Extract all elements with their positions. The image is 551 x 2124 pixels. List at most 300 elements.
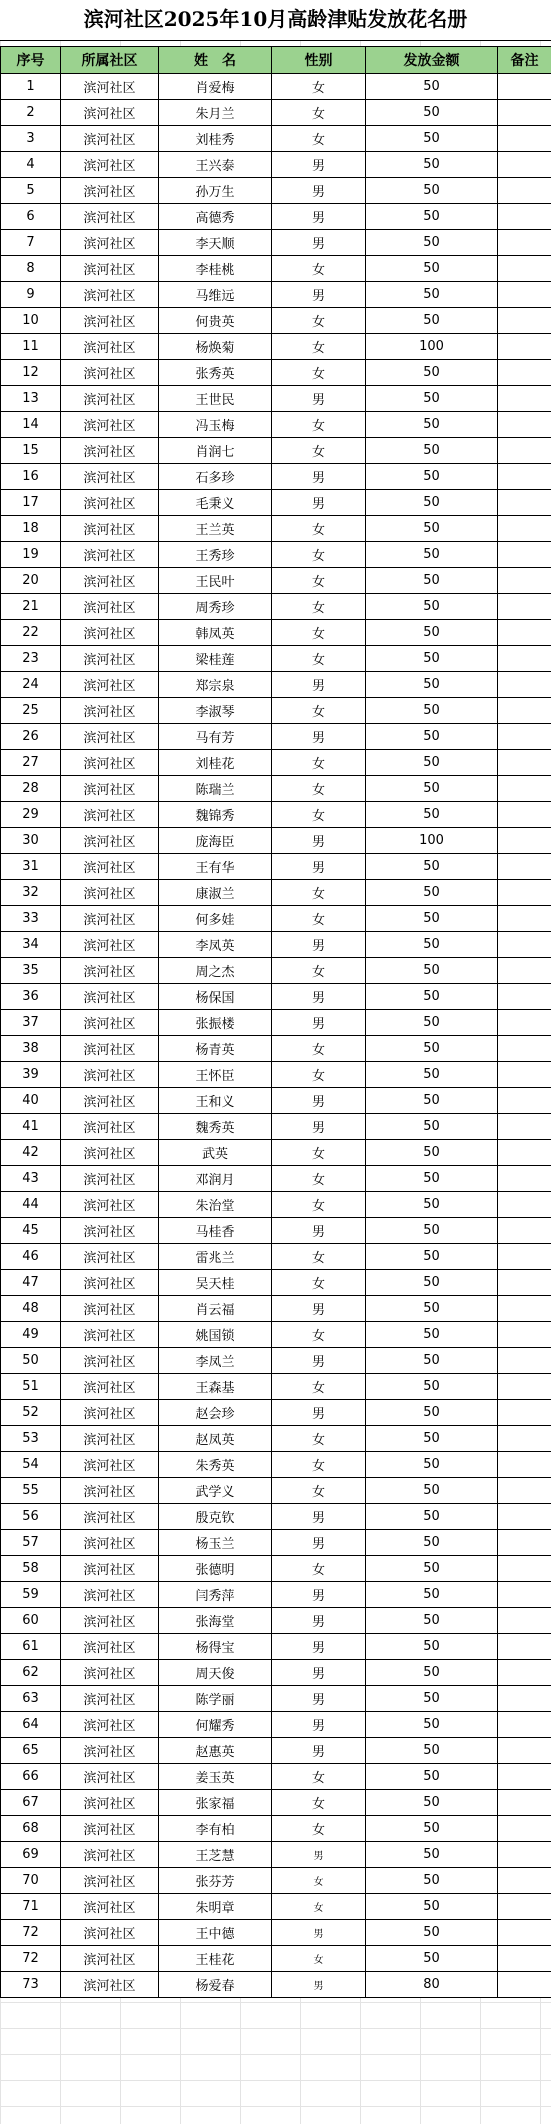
cell-gender[interactable]: 女: [272, 412, 366, 438]
cell-amount[interactable]: 50: [366, 308, 498, 334]
cell-gender[interactable]: 女: [272, 1166, 366, 1192]
cell-seq[interactable]: 73: [1, 1972, 61, 1998]
cell-community[interactable]: 滨河社区: [61, 386, 159, 412]
cell-remark[interactable]: [498, 1322, 551, 1348]
cell-remark[interactable]: [498, 126, 551, 152]
cell-amount[interactable]: 50: [366, 1634, 498, 1660]
cell-amount[interactable]: 50: [366, 1816, 498, 1842]
cell-community[interactable]: 滨河社区: [61, 74, 159, 100]
cell-gender[interactable]: 男: [272, 1088, 366, 1114]
cell-seq[interactable]: 71: [1, 1894, 61, 1920]
cell-remark[interactable]: [498, 1634, 551, 1660]
cell-name[interactable]: 王桂花: [159, 1946, 272, 1972]
cell-seq[interactable]: 48: [1, 1296, 61, 1322]
cell-amount[interactable]: 50: [366, 1686, 498, 1712]
cell-gender[interactable]: 男: [272, 386, 366, 412]
header-community[interactable]: 所属社区: [61, 47, 159, 74]
cell-remark[interactable]: [498, 1140, 551, 1166]
cell-name[interactable]: 李淑琴: [159, 698, 272, 724]
cell-gender[interactable]: 女: [272, 1478, 366, 1504]
cell-gender[interactable]: 女: [272, 880, 366, 906]
cell-gender[interactable]: 女: [272, 74, 366, 100]
cell-amount[interactable]: 50: [366, 1218, 498, 1244]
cell-gender[interactable]: 女: [272, 1322, 366, 1348]
cell-name[interactable]: 康淑兰: [159, 880, 272, 906]
cell-name[interactable]: 李凤兰: [159, 1348, 272, 1374]
cell-gender[interactable]: 男: [272, 464, 366, 490]
cell-gender[interactable]: 女: [272, 1816, 366, 1842]
cell-remark[interactable]: [498, 1244, 551, 1270]
cell-gender[interactable]: 女: [272, 698, 366, 724]
cell-seq[interactable]: 11: [1, 334, 61, 360]
cell-amount[interactable]: 50: [366, 1166, 498, 1192]
cell-amount[interactable]: 100: [366, 334, 498, 360]
cell-remark[interactable]: [498, 178, 551, 204]
cell-community[interactable]: 滨河社区: [61, 178, 159, 204]
cell-amount[interactable]: 50: [366, 1088, 498, 1114]
cell-remark[interactable]: [498, 100, 551, 126]
cell-seq[interactable]: 68: [1, 1816, 61, 1842]
cell-name[interactable]: 张德明: [159, 1556, 272, 1582]
cell-remark[interactable]: [498, 880, 551, 906]
cell-seq[interactable]: 38: [1, 1036, 61, 1062]
cell-gender[interactable]: 男: [272, 1348, 366, 1374]
cell-amount[interactable]: 50: [366, 594, 498, 620]
cell-gender[interactable]: 男: [272, 932, 366, 958]
cell-remark[interactable]: [498, 1166, 551, 1192]
cell-community[interactable]: 滨河社区: [61, 880, 159, 906]
cell-remark[interactable]: [498, 1062, 551, 1088]
cell-amount[interactable]: 50: [366, 1764, 498, 1790]
cell-name[interactable]: 肖云福: [159, 1296, 272, 1322]
cell-remark[interactable]: [498, 958, 551, 984]
cell-amount[interactable]: 50: [366, 958, 498, 984]
cell-community[interactable]: 滨河社区: [61, 1738, 159, 1764]
cell-name[interactable]: 王和义: [159, 1088, 272, 1114]
cell-seq[interactable]: 2: [1, 100, 61, 126]
cell-remark[interactable]: [498, 1972, 551, 1998]
cell-amount[interactable]: 50: [366, 1920, 498, 1946]
cell-remark[interactable]: [498, 1686, 551, 1712]
cell-amount[interactable]: 50: [366, 178, 498, 204]
cell-name[interactable]: 陈瑞兰: [159, 776, 272, 802]
cell-seq[interactable]: 19: [1, 542, 61, 568]
cell-name[interactable]: 李桂桃: [159, 256, 272, 282]
cell-remark[interactable]: [498, 984, 551, 1010]
cell-gender[interactable]: 女: [272, 334, 366, 360]
cell-gender[interactable]: 男: [272, 672, 366, 698]
cell-amount[interactable]: 50: [366, 256, 498, 282]
cell-remark[interactable]: [498, 1426, 551, 1452]
cell-gender[interactable]: 女: [272, 1894, 366, 1920]
cell-gender[interactable]: 男: [272, 1712, 366, 1738]
cell-remark[interactable]: [498, 1530, 551, 1556]
cell-amount[interactable]: 50: [366, 1608, 498, 1634]
cell-name[interactable]: 肖爱梅: [159, 74, 272, 100]
cell-amount[interactable]: 50: [366, 360, 498, 386]
cell-remark[interactable]: [498, 1946, 551, 1972]
cell-name[interactable]: 杨青英: [159, 1036, 272, 1062]
cell-remark[interactable]: [498, 1296, 551, 1322]
cell-remark[interactable]: [498, 360, 551, 386]
cell-remark[interactable]: [498, 1452, 551, 1478]
cell-seq[interactable]: 34: [1, 932, 61, 958]
cell-seq[interactable]: 66: [1, 1764, 61, 1790]
cell-name[interactable]: 李凤英: [159, 932, 272, 958]
cell-seq[interactable]: 40: [1, 1088, 61, 1114]
cell-community[interactable]: 滨河社区: [61, 1062, 159, 1088]
cell-remark[interactable]: [498, 568, 551, 594]
cell-community[interactable]: 滨河社区: [61, 1972, 159, 1998]
cell-community[interactable]: 滨河社区: [61, 1348, 159, 1374]
cell-name[interactable]: 杨保国: [159, 984, 272, 1010]
cell-community[interactable]: 滨河社区: [61, 1582, 159, 1608]
cell-community[interactable]: 滨河社区: [61, 1374, 159, 1400]
cell-community[interactable]: 滨河社区: [61, 828, 159, 854]
cell-amount[interactable]: 50: [366, 880, 498, 906]
cell-community[interactable]: 滨河社区: [61, 1764, 159, 1790]
cell-community[interactable]: 滨河社区: [61, 1868, 159, 1894]
cell-gender[interactable]: 男: [272, 1660, 366, 1686]
cell-gender[interactable]: 男: [272, 1582, 366, 1608]
cell-name[interactable]: 王有华: [159, 854, 272, 880]
cell-gender[interactable]: 女: [272, 1244, 366, 1270]
cell-amount[interactable]: 50: [366, 126, 498, 152]
cell-name[interactable]: 周天俊: [159, 1660, 272, 1686]
cell-amount[interactable]: 50: [366, 282, 498, 308]
cell-gender[interactable]: 男: [272, 1296, 366, 1322]
cell-seq[interactable]: 67: [1, 1790, 61, 1816]
cell-seq[interactable]: 46: [1, 1244, 61, 1270]
cell-amount[interactable]: 50: [366, 1062, 498, 1088]
cell-remark[interactable]: [498, 724, 551, 750]
cell-name[interactable]: 魏锦秀: [159, 802, 272, 828]
cell-remark[interactable]: [498, 1608, 551, 1634]
cell-remark[interactable]: [498, 1374, 551, 1400]
cell-community[interactable]: 滨河社区: [61, 1296, 159, 1322]
cell-remark[interactable]: [498, 1920, 551, 1946]
cell-remark[interactable]: [498, 750, 551, 776]
cell-gender[interactable]: 男: [272, 984, 366, 1010]
cell-seq[interactable]: 13: [1, 386, 61, 412]
cell-gender[interactable]: 女: [272, 776, 366, 802]
cell-name[interactable]: 杨焕菊: [159, 334, 272, 360]
cell-remark[interactable]: [498, 1660, 551, 1686]
cell-remark[interactable]: [498, 282, 551, 308]
cell-community[interactable]: 滨河社区: [61, 1530, 159, 1556]
cell-name[interactable]: 石多珍: [159, 464, 272, 490]
cell-amount[interactable]: 50: [366, 984, 498, 1010]
cell-amount[interactable]: 50: [366, 1270, 498, 1296]
cell-gender[interactable]: 女: [272, 1426, 366, 1452]
cell-community[interactable]: 滨河社区: [61, 308, 159, 334]
cell-gender[interactable]: 男: [272, 854, 366, 880]
cell-seq[interactable]: 55: [1, 1478, 61, 1504]
cell-community[interactable]: 滨河社区: [61, 1140, 159, 1166]
cell-community[interactable]: 滨河社区: [61, 126, 159, 152]
cell-amount[interactable]: 50: [366, 1244, 498, 1270]
cell-gender[interactable]: 女: [272, 1556, 366, 1582]
cell-name[interactable]: 张芬芳: [159, 1868, 272, 1894]
cell-seq[interactable]: 60: [1, 1608, 61, 1634]
cell-seq[interactable]: 72: [1, 1946, 61, 1972]
cell-community[interactable]: 滨河社区: [61, 334, 159, 360]
cell-gender[interactable]: 女: [272, 438, 366, 464]
cell-gender[interactable]: 女: [272, 568, 366, 594]
cell-gender[interactable]: 女: [272, 1270, 366, 1296]
cell-gender[interactable]: 男: [272, 724, 366, 750]
cell-name[interactable]: 朱治堂: [159, 1192, 272, 1218]
cell-community[interactable]: 滨河社区: [61, 932, 159, 958]
cell-remark[interactable]: [498, 1582, 551, 1608]
cell-community[interactable]: 滨河社区: [61, 1114, 159, 1140]
cell-remark[interactable]: [498, 1088, 551, 1114]
cell-community[interactable]: 滨河社区: [61, 1322, 159, 1348]
cell-community[interactable]: 滨河社区: [61, 360, 159, 386]
cell-amount[interactable]: 50: [366, 1556, 498, 1582]
cell-seq[interactable]: 15: [1, 438, 61, 464]
cell-remark[interactable]: [498, 1790, 551, 1816]
cell-seq[interactable]: 50: [1, 1348, 61, 1374]
cell-remark[interactable]: [498, 1504, 551, 1530]
cell-remark[interactable]: [498, 932, 551, 958]
cell-remark[interactable]: [498, 1868, 551, 1894]
cell-community[interactable]: 滨河社区: [61, 1556, 159, 1582]
cell-gender[interactable]: 男: [272, 1504, 366, 1530]
cell-remark[interactable]: [498, 334, 551, 360]
cell-community[interactable]: 滨河社区: [61, 1660, 159, 1686]
cell-gender[interactable]: 男: [272, 1634, 366, 1660]
cell-amount[interactable]: 50: [366, 1452, 498, 1478]
cell-amount[interactable]: 50: [366, 802, 498, 828]
cell-amount[interactable]: 50: [366, 776, 498, 802]
cell-amount[interactable]: 50: [366, 1114, 498, 1140]
cell-seq[interactable]: 10: [1, 308, 61, 334]
cell-remark[interactable]: [498, 230, 551, 256]
cell-seq[interactable]: 26: [1, 724, 61, 750]
cell-gender[interactable]: 男: [272, 1010, 366, 1036]
cell-amount[interactable]: 50: [366, 1660, 498, 1686]
cell-name[interactable]: 何多娃: [159, 906, 272, 932]
cell-remark[interactable]: [498, 516, 551, 542]
cell-community[interactable]: 滨河社区: [61, 542, 159, 568]
cell-name[interactable]: 武英: [159, 1140, 272, 1166]
cell-name[interactable]: 王世民: [159, 386, 272, 412]
cell-gender[interactable]: 男: [272, 490, 366, 516]
cell-seq[interactable]: 17: [1, 490, 61, 516]
cell-seq[interactable]: 24: [1, 672, 61, 698]
cell-remark[interactable]: [498, 776, 551, 802]
cell-remark[interactable]: [498, 1816, 551, 1842]
cell-amount[interactable]: 50: [366, 516, 498, 542]
cell-name[interactable]: 张秀英: [159, 360, 272, 386]
cell-amount[interactable]: 50: [366, 698, 498, 724]
cell-amount[interactable]: 50: [366, 1946, 498, 1972]
cell-community[interactable]: 滨河社区: [61, 464, 159, 490]
cell-seq[interactable]: 27: [1, 750, 61, 776]
cell-name[interactable]: 王民叶: [159, 568, 272, 594]
cell-gender[interactable]: 女: [272, 620, 366, 646]
cell-seq[interactable]: 43: [1, 1166, 61, 1192]
cell-name[interactable]: 吴天桂: [159, 1270, 272, 1296]
cell-gender[interactable]: 男: [272, 230, 366, 256]
cell-remark[interactable]: [498, 308, 551, 334]
cell-seq[interactable]: 57: [1, 1530, 61, 1556]
cell-gender[interactable]: 女: [272, 1790, 366, 1816]
cell-name[interactable]: 张海堂: [159, 1608, 272, 1634]
cell-community[interactable]: 滨河社区: [61, 906, 159, 932]
cell-name[interactable]: 王中德: [159, 1920, 272, 1946]
cell-amount[interactable]: 50: [366, 230, 498, 256]
cell-seq[interactable]: 29: [1, 802, 61, 828]
cell-seq[interactable]: 21: [1, 594, 61, 620]
cell-community[interactable]: 滨河社区: [61, 282, 159, 308]
cell-remark[interactable]: [498, 1114, 551, 1140]
cell-amount[interactable]: 50: [366, 1192, 498, 1218]
cell-amount[interactable]: 50: [366, 1036, 498, 1062]
cell-community[interactable]: 滨河社区: [61, 490, 159, 516]
cell-gender[interactable]: 女: [272, 802, 366, 828]
cell-name[interactable]: 王森基: [159, 1374, 272, 1400]
cell-community[interactable]: 滨河社区: [61, 958, 159, 984]
cell-remark[interactable]: [498, 386, 551, 412]
cell-amount[interactable]: 50: [366, 724, 498, 750]
cell-gender[interactable]: 女: [272, 750, 366, 776]
cell-remark[interactable]: [498, 1478, 551, 1504]
cell-seq[interactable]: 56: [1, 1504, 61, 1530]
cell-gender[interactable]: 男: [272, 1608, 366, 1634]
cell-community[interactable]: 滨河社区: [61, 1790, 159, 1816]
cell-name[interactable]: 韩凤英: [159, 620, 272, 646]
cell-name[interactable]: 何贵英: [159, 308, 272, 334]
cell-name[interactable]: 王怀臣: [159, 1062, 272, 1088]
cell-name[interactable]: 高德秀: [159, 204, 272, 230]
cell-seq[interactable]: 65: [1, 1738, 61, 1764]
cell-amount[interactable]: 50: [366, 1868, 498, 1894]
cell-seq[interactable]: 7: [1, 230, 61, 256]
cell-community[interactable]: 滨河社区: [61, 516, 159, 542]
cell-name[interactable]: 周秀珍: [159, 594, 272, 620]
cell-community[interactable]: 滨河社区: [61, 1166, 159, 1192]
cell-gender[interactable]: 男: [272, 1400, 366, 1426]
cell-community[interactable]: 滨河社区: [61, 1816, 159, 1842]
cell-name[interactable]: 姚国锁: [159, 1322, 272, 1348]
cell-seq[interactable]: 3: [1, 126, 61, 152]
cell-seq[interactable]: 31: [1, 854, 61, 880]
cell-name[interactable]: 朱明章: [159, 1894, 272, 1920]
cell-community[interactable]: 滨河社区: [61, 1426, 159, 1452]
cell-amount[interactable]: 50: [366, 906, 498, 932]
cell-seq[interactable]: 36: [1, 984, 61, 1010]
cell-amount[interactable]: 50: [366, 1478, 498, 1504]
cell-amount[interactable]: 50: [366, 646, 498, 672]
cell-amount[interactable]: 50: [366, 1790, 498, 1816]
cell-community[interactable]: 滨河社区: [61, 412, 159, 438]
cell-name[interactable]: 王兰英: [159, 516, 272, 542]
cell-amount[interactable]: 50: [366, 1010, 498, 1036]
cell-seq[interactable]: 39: [1, 1062, 61, 1088]
cell-remark[interactable]: [498, 1192, 551, 1218]
cell-seq[interactable]: 22: [1, 620, 61, 646]
cell-community[interactable]: 滨河社区: [61, 1608, 159, 1634]
cell-seq[interactable]: 4: [1, 152, 61, 178]
cell-community[interactable]: 滨河社区: [61, 1270, 159, 1296]
cell-seq[interactable]: 44: [1, 1192, 61, 1218]
cell-remark[interactable]: [498, 906, 551, 932]
cell-gender[interactable]: 女: [272, 542, 366, 568]
cell-amount[interactable]: 50: [366, 672, 498, 698]
cell-community[interactable]: 滨河社区: [61, 802, 159, 828]
cell-community[interactable]: 滨河社区: [61, 776, 159, 802]
cell-seq[interactable]: 1: [1, 74, 61, 100]
cell-remark[interactable]: [498, 1036, 551, 1062]
cell-remark[interactable]: [498, 438, 551, 464]
cell-name[interactable]: 赵凤英: [159, 1426, 272, 1452]
cell-gender[interactable]: 男: [272, 1738, 366, 1764]
cell-amount[interactable]: 100: [366, 828, 498, 854]
cell-seq[interactable]: 35: [1, 958, 61, 984]
cell-name[interactable]: 武学义: [159, 1478, 272, 1504]
cell-amount[interactable]: 50: [366, 412, 498, 438]
cell-community[interactable]: 滨河社区: [61, 1920, 159, 1946]
cell-community[interactable]: 滨河社区: [61, 1946, 159, 1972]
cell-remark[interactable]: [498, 256, 551, 282]
cell-name[interactable]: 李有柏: [159, 1816, 272, 1842]
cell-name[interactable]: 王芝慧: [159, 1842, 272, 1868]
cell-community[interactable]: 滨河社区: [61, 1894, 159, 1920]
cell-amount[interactable]: 50: [366, 1712, 498, 1738]
cell-seq[interactable]: 28: [1, 776, 61, 802]
cell-seq[interactable]: 54: [1, 1452, 61, 1478]
cell-community[interactable]: 滨河社区: [61, 1452, 159, 1478]
cell-seq[interactable]: 6: [1, 204, 61, 230]
cell-seq[interactable]: 30: [1, 828, 61, 854]
cell-amount[interactable]: 50: [366, 1400, 498, 1426]
cell-seq[interactable]: 70: [1, 1868, 61, 1894]
cell-community[interactable]: 滨河社区: [61, 724, 159, 750]
cell-community[interactable]: 滨河社区: [61, 672, 159, 698]
cell-name[interactable]: 王秀珍: [159, 542, 272, 568]
cell-amount[interactable]: 80: [366, 1972, 498, 1998]
cell-remark[interactable]: [498, 490, 551, 516]
cell-gender[interactable]: 男: [272, 1218, 366, 1244]
cell-seq[interactable]: 63: [1, 1686, 61, 1712]
cell-name[interactable]: 殷克钦: [159, 1504, 272, 1530]
cell-community[interactable]: 滨河社区: [61, 230, 159, 256]
cell-gender[interactable]: 女: [272, 1946, 366, 1972]
cell-seq[interactable]: 45: [1, 1218, 61, 1244]
cell-seq[interactable]: 64: [1, 1712, 61, 1738]
cell-community[interactable]: 滨河社区: [61, 1036, 159, 1062]
cell-community[interactable]: 滨河社区: [61, 854, 159, 880]
cell-gender[interactable]: 女: [272, 1868, 366, 1894]
cell-amount[interactable]: 50: [366, 1738, 498, 1764]
cell-name[interactable]: 梁桂莲: [159, 646, 272, 672]
cell-community[interactable]: 滨河社区: [61, 698, 159, 724]
cell-community[interactable]: 滨河社区: [61, 984, 159, 1010]
cell-community[interactable]: 滨河社区: [61, 1400, 159, 1426]
cell-name[interactable]: 张家福: [159, 1790, 272, 1816]
cell-amount[interactable]: 50: [366, 464, 498, 490]
cell-amount[interactable]: 50: [366, 1296, 498, 1322]
cell-gender[interactable]: 女: [272, 1036, 366, 1062]
cell-seq[interactable]: 8: [1, 256, 61, 282]
cell-community[interactable]: 滨河社区: [61, 256, 159, 282]
cell-name[interactable]: 肖润七: [159, 438, 272, 464]
cell-gender[interactable]: 男: [272, 178, 366, 204]
cell-gender[interactable]: 男: [272, 1530, 366, 1556]
cell-community[interactable]: 滨河社区: [61, 1842, 159, 1868]
